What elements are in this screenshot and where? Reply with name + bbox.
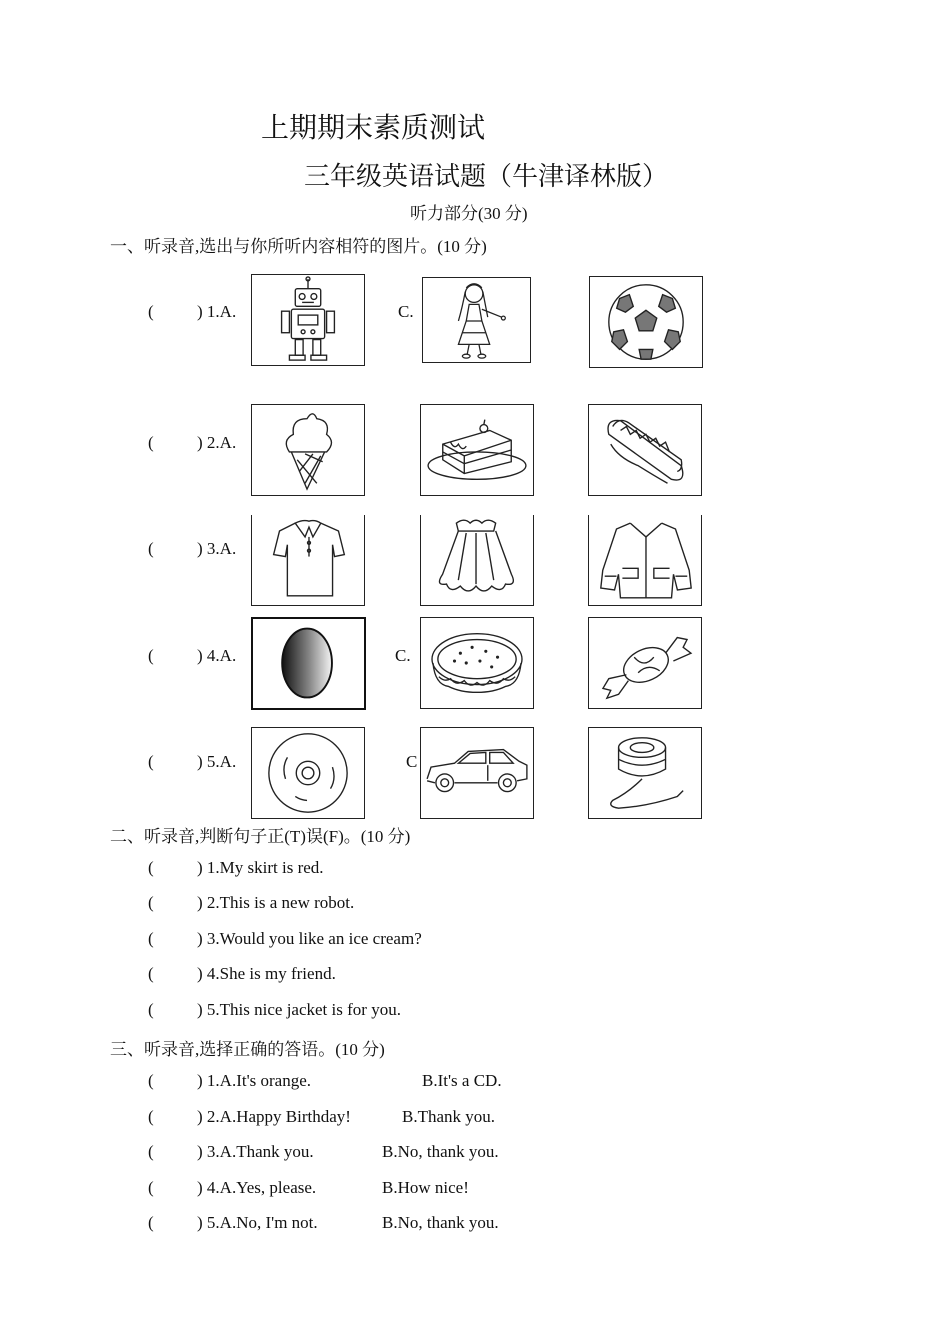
section3-heading: 三、听录音,选择正确的答语。(10 分) xyxy=(110,1040,385,1059)
hot-dog-icon[interactable] xyxy=(588,404,702,496)
choice-b: B.How nice! xyxy=(382,1178,469,1197)
question-label: ) 1.A. xyxy=(197,302,237,321)
answer-blank[interactable]: ( xyxy=(148,929,154,948)
answer-blank[interactable]: ( xyxy=(148,539,154,558)
answer-blank[interactable]: ( xyxy=(148,893,154,912)
choice-b: B.Thank you. xyxy=(402,1107,496,1126)
choice-b: B.No, thank you. xyxy=(382,1213,499,1232)
answer-blank[interactable]: ( xyxy=(148,1178,154,1197)
choice-b: B.It's a CD. xyxy=(422,1071,502,1090)
egg-icon[interactable] xyxy=(251,617,366,710)
jacket-icon[interactable] xyxy=(588,515,702,606)
cake-icon[interactable] xyxy=(420,404,534,496)
answer-blank[interactable]: ( xyxy=(148,752,154,771)
cd-icon[interactable] xyxy=(251,727,365,819)
answer-blank[interactable]: ( xyxy=(148,964,154,983)
option-c-label: C. xyxy=(395,646,411,665)
tf-item: ) 5.This nice jacket is for you. xyxy=(197,1000,401,1019)
listening-header: 听力部分(30 分) xyxy=(410,204,528,223)
answer-blank[interactable]: ( xyxy=(148,646,154,665)
question-label: ) 5.A. xyxy=(197,752,237,771)
skirt-icon[interactable] xyxy=(420,515,534,606)
choice-a: ) 2.A.Happy Birthday! xyxy=(197,1107,351,1126)
choice-a: ) 3.A.Thank you. xyxy=(197,1142,314,1161)
choice-a: ) 1.A.It's orange. xyxy=(197,1071,312,1090)
pie-icon[interactable] xyxy=(420,617,534,709)
football-icon[interactable] xyxy=(589,276,703,368)
robot-icon[interactable] xyxy=(251,274,365,366)
question-label: ) 3.A. xyxy=(197,539,237,558)
section2-heading: 二、听录音,判断句子正(T)误(F)。(10 分) xyxy=(110,827,411,846)
ice-cream-icon[interactable] xyxy=(251,404,365,496)
option-c-label: C. xyxy=(398,302,414,321)
exam-title: 上期期末素质测试 xyxy=(261,113,486,144)
option-c-label: C xyxy=(406,752,418,771)
car-icon[interactable] xyxy=(420,727,534,819)
girl-doll-icon[interactable] xyxy=(422,277,531,363)
answer-blank[interactable]: ( xyxy=(148,1000,154,1019)
exam-subtitle: 三年级英语试题（牛津译林版） xyxy=(304,162,669,191)
answer-blank[interactable]: ( xyxy=(148,1142,154,1161)
answer-blank[interactable]: ( xyxy=(148,1213,154,1232)
section1-heading: 一、听录音,选出与你所听内容相符的图片。(10 分) xyxy=(110,237,487,256)
tf-item: ) 1.My skirt is red. xyxy=(197,858,324,877)
shirt-icon[interactable] xyxy=(251,515,365,606)
answer-blank[interactable]: ( xyxy=(148,1071,154,1090)
answer-blank[interactable]: ( xyxy=(148,433,154,452)
tf-item: ) 2.This is a new robot. xyxy=(197,893,355,912)
answer-blank[interactable]: ( xyxy=(148,302,154,321)
answer-blank[interactable]: ( xyxy=(148,858,154,877)
question-label: ) 2.A. xyxy=(197,433,237,452)
yoyo-icon[interactable] xyxy=(588,727,702,819)
choice-a: ) 4.A.Yes, please. xyxy=(197,1178,317,1197)
answer-blank[interactable]: ( xyxy=(148,1107,154,1126)
tf-item: ) 4.She is my friend. xyxy=(197,964,336,983)
question-label: ) 4.A. xyxy=(197,646,237,665)
choice-b: B.No, thank you. xyxy=(382,1142,499,1161)
candy-icon[interactable] xyxy=(588,617,702,709)
tf-item: ) 3.Would you like an ice cream? xyxy=(197,929,422,948)
choice-a: ) 5.A.No, I'm not. xyxy=(197,1213,318,1232)
